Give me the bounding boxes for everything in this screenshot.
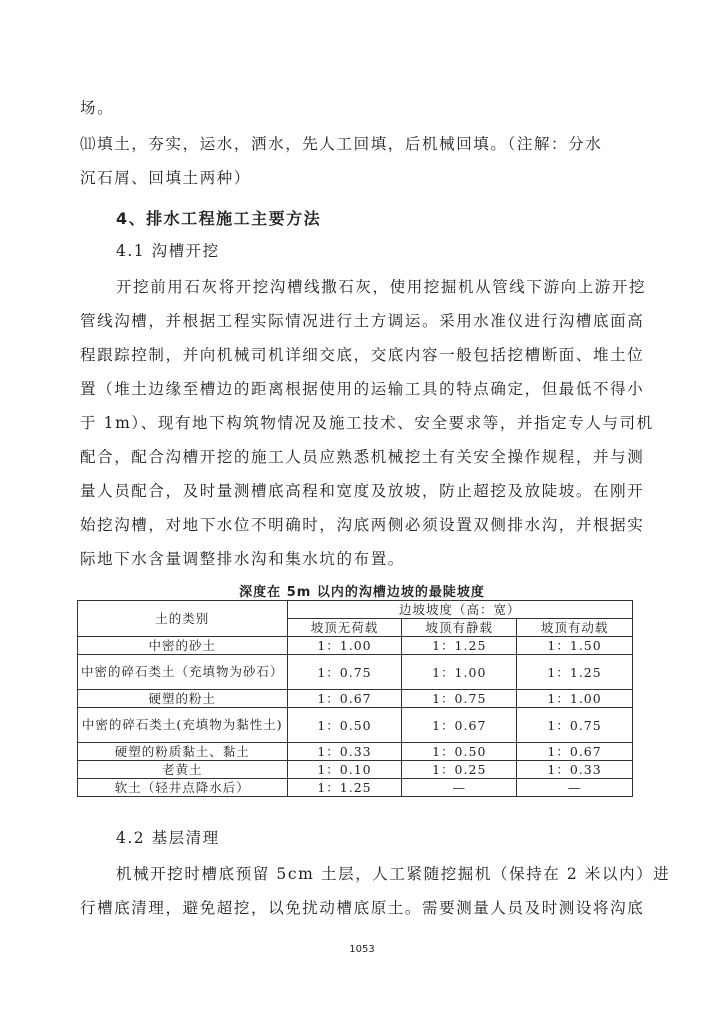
value-cell: 1：0.67 [402, 708, 517, 743]
paragraph-line: 机械开挖时槽底预留 5cm 土层，人工紧随挖掘机（保持在 2 米以内）进 [116, 865, 671, 883]
paragraph-line: 行槽底清理，避免超挖，以免扰动槽底原土。需要测量人员及时测设将沟底 [80, 899, 645, 917]
paragraph-line: 量人员配合，及时量测槽底高程和宽度及放坡，防止超挖及放陡坡。在刚开 [80, 482, 645, 500]
section-heading: 4、排水工程施工主要方法 [116, 209, 322, 228]
value-cell: 1：1.50 [517, 637, 633, 655]
subsection-heading: 4.2 基层清理 [116, 829, 220, 847]
soil-cell: 老黄土 [78, 761, 288, 779]
value-cell: 1：0.25 [402, 761, 517, 779]
slope-header: 边坡坡度（高：宽） [287, 601, 632, 619]
value-cell: 1：0.67 [287, 690, 402, 708]
paragraph-line: 开挖前用石灰将开挖沟槽线撒石灰，使用挖掘机从管线下游向上游开挖 [116, 278, 647, 296]
text-line: ⑾填土，夯实，运水，洒水，先人工回填，后机械回填。（注解：分水 [80, 135, 603, 153]
soil-cell: 中密的砂土 [78, 637, 288, 655]
page-number: 1053 [349, 944, 375, 955]
soil-cell: 硬塑的粉土 [78, 690, 288, 708]
value-cell: 1：1.25 [287, 779, 402, 797]
col-static-load: 坡顶有静载 [402, 619, 517, 637]
value-cell: — [402, 779, 517, 797]
subsection-heading: 4.1 沟槽开挖 [116, 242, 220, 260]
soil-cell: 硬塑的粉质黏土、黏土 [78, 743, 288, 761]
text-line: 沉石屑、回填土两种） [80, 169, 252, 187]
value-cell: 1：0.67 [517, 743, 633, 761]
table-row [78, 655, 633, 690]
soil-cell: 中密的碎石类土(充填物为黏性土) [78, 708, 288, 743]
table-header-row [78, 601, 633, 619]
table-row [78, 708, 633, 743]
value-cell: 1：0.50 [287, 708, 402, 743]
value-cell: 1：0.33 [517, 761, 633, 779]
value-cell: 1：0.50 [402, 743, 517, 761]
soil-cell: 中密的碎石类土（充填物为砂石） [78, 655, 288, 690]
value-cell: 1：1.25 [517, 655, 633, 690]
paragraph-line: 管线沟槽，并根据工程实际情况进行土方调运。采用水准仪进行沟槽底面高 [80, 312, 645, 330]
value-cell: 1：0.75 [287, 655, 402, 690]
slope-table [77, 600, 633, 797]
table-row [78, 637, 633, 655]
col-dynamic-load: 坡顶有动载 [517, 619, 633, 637]
value-cell: 1：0.10 [287, 761, 402, 779]
value-cell: 1：1.00 [402, 655, 517, 690]
paragraph-line: 配合，配合沟槽开挖的施工人员应熟悉机械挖土有关安全操作规程，并与测 [80, 448, 645, 466]
table-row [78, 761, 633, 779]
table-row [78, 690, 633, 708]
paragraph-line: 置（堆土边缘至槽边的距离根据使用的运输工具的特点确定，但最低不得小 [80, 380, 645, 398]
paragraph-line: 于 1m）、现有地下构筑物情况及施工技术、安全要求等，并指定专人与司机 [80, 414, 654, 432]
value-cell: 1：0.75 [517, 708, 633, 743]
paragraph-line: 始挖沟槽，对地下水位不明确时，沟底两侧必须设置双侧排水沟，并根据实 [80, 516, 645, 534]
value-cell: 1：0.33 [287, 743, 402, 761]
text-line: 场。 [80, 99, 115, 117]
value-cell: 1：1.00 [517, 690, 633, 708]
value-cell: 1：1.25 [402, 637, 517, 655]
table-caption: 深度在 5m 以内的沟槽边坡的最陡坡度 [239, 585, 485, 600]
soil-cell: 软土（轻井点降水后） [78, 779, 288, 797]
table-row [78, 743, 633, 761]
paragraph-line: 程跟踪控制，并向机械司机详细交底，交底内容一般包括挖槽断面、堆土位 [80, 346, 645, 364]
value-cell: 1：0.75 [402, 690, 517, 708]
paragraph-line: 际地下水含量调整排水沟和集水坑的布置。 [80, 550, 405, 568]
value-cell: — [517, 779, 633, 797]
soil-type-header: 土的类别 [78, 601, 288, 637]
value-cell: 1：1.00 [287, 637, 402, 655]
table-row [78, 779, 633, 797]
col-no-load: 坡顶无荷载 [287, 619, 402, 637]
